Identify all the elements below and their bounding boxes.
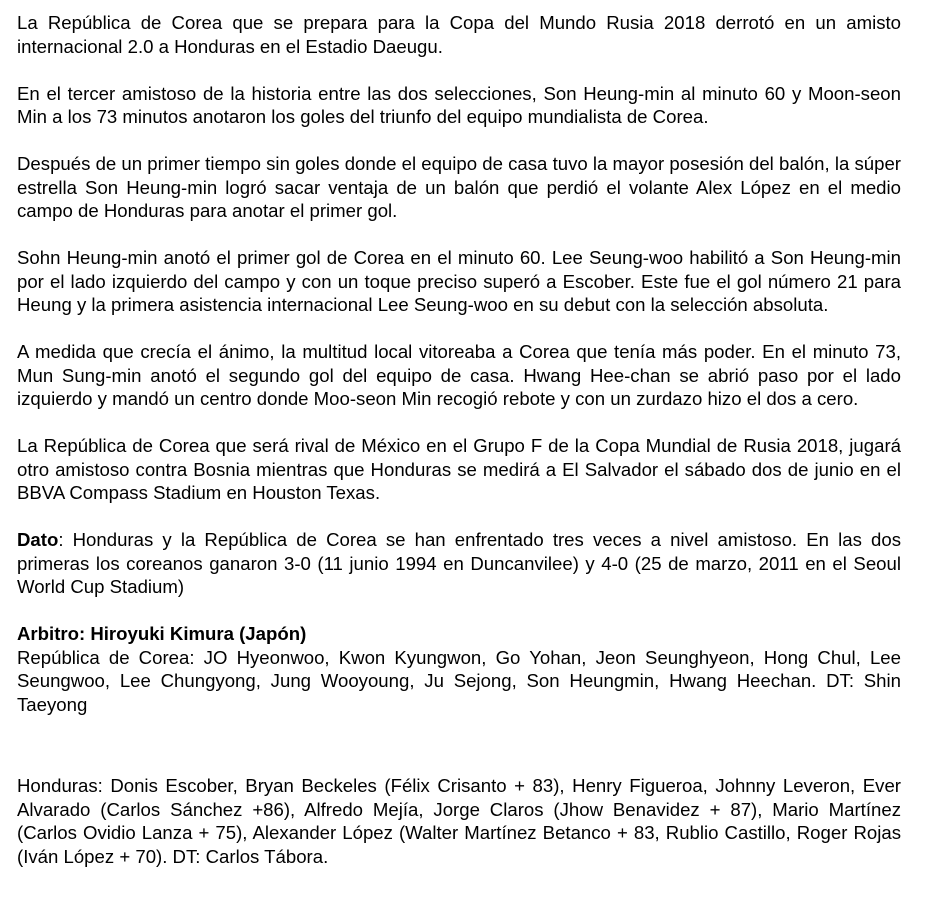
paragraph-goals-summary: En el tercer amistoso de la historia entre las dos selecciones, Son Heung-min al minuto 60 y Moon-seon Min a los 73 minutos anotaron los goles del triunfo del equipo mundialista de Corea. — [17, 82, 901, 127]
korea-lineup: República de Corea: JO Hyeonwoo, Kwon Kyungwon, Go Yohan, Jeon Seunghyeon, Hong Chul, Lee Seungwoo, Lee Chungyong, Jung Wooyoung, Ju Sejong, Son Heungmin, Hwang Heechan. DT: Shin Taeyong — [17, 646, 901, 715]
paragraph-first-half: Después de un primer tiempo sin goles donde el equipo de casa tuvo la mayor posesión del balón, la súper estrella Son Heung-min logró sacar ventaja de un balón que perdió el volante Alex López en el medio campo de Honduras para anotar el primer gol. — [17, 153, 901, 221]
referee-line: Arbitro: Hiroyuki Kimura (Japón) — [17, 623, 307, 644]
paragraph-second-goal: A medida que crecía el ánimo, la multitud local vitoreaba a Corea que tenía más poder. En el minuto 73, Mun Sung-min anotó el segundo gol del equipo de casa. Hwang Hee-chan se abrió paso por el lado izquierdo y mandó un centro donde Moo-seon Min recogió rebote y con un zurdazo hizo el dos a cero. — [17, 341, 901, 409]
dato-label: Dato — [17, 529, 59, 550]
paragraph-intro: La República de Corea que se prepara para la Copa del Mundo Rusia 2018 derrotó en un amisto internacional 2.0 a Honduras en el Estadio Daeugu. — [17, 12, 901, 57]
article-body — [17, 11, 901, 868]
honduras-lineup: Honduras: Donis Escober, Bryan Beckeles (Félix Crisanto + 83), Henry Figueroa, Johnny Leveron, Ever Alvarado (Carlos Sánchez +86), Alfredo Mejía, Jorge Claros (Jhow Benavidez + 87), Mario Martínez (Carlos Ovidio Lanza + 75), Alexander López (Walter Martínez Betanco + 83, Rublio Castillo, Roger Rojas (Iván López + 70). DT: Carlos Tábora. — [17, 775, 901, 867]
paragraph-dato — [17, 528, 901, 599]
paragraph-next-matches: La República de Corea que será rival de México en el Grupo F de la Copa Mundial de Rusia 2018, jugará otro amistoso contra Bosnia mientras que Honduras se medirá a El Salvador el sábado dos de junio en el BBVA Compass Stadium en Houston Texas. — [17, 435, 901, 503]
paragraph-first-goal: Sohn Heung-min anotó el primer gol de Corea en el minuto 60. Lee Seung-woo habilitó a Son Heung-min por el lado izquierdo del campo y con un toque preciso superó a Escober. Este fue el gol número 21 para Heung y la primera asistencia internacional Lee Seung-woo en su debut con la selección absoluta. — [17, 247, 901, 315]
dato-text: : Honduras y la República de Corea se han enfrentado tres veces a nivel amistoso. En las dos primeras los coreanos ganaron 3-0 (11 junio 1994 en Duncanvilee) y 4-0 (25 de marzo, 2011 en el Seoul World Cup Stadium) — [17, 529, 901, 597]
